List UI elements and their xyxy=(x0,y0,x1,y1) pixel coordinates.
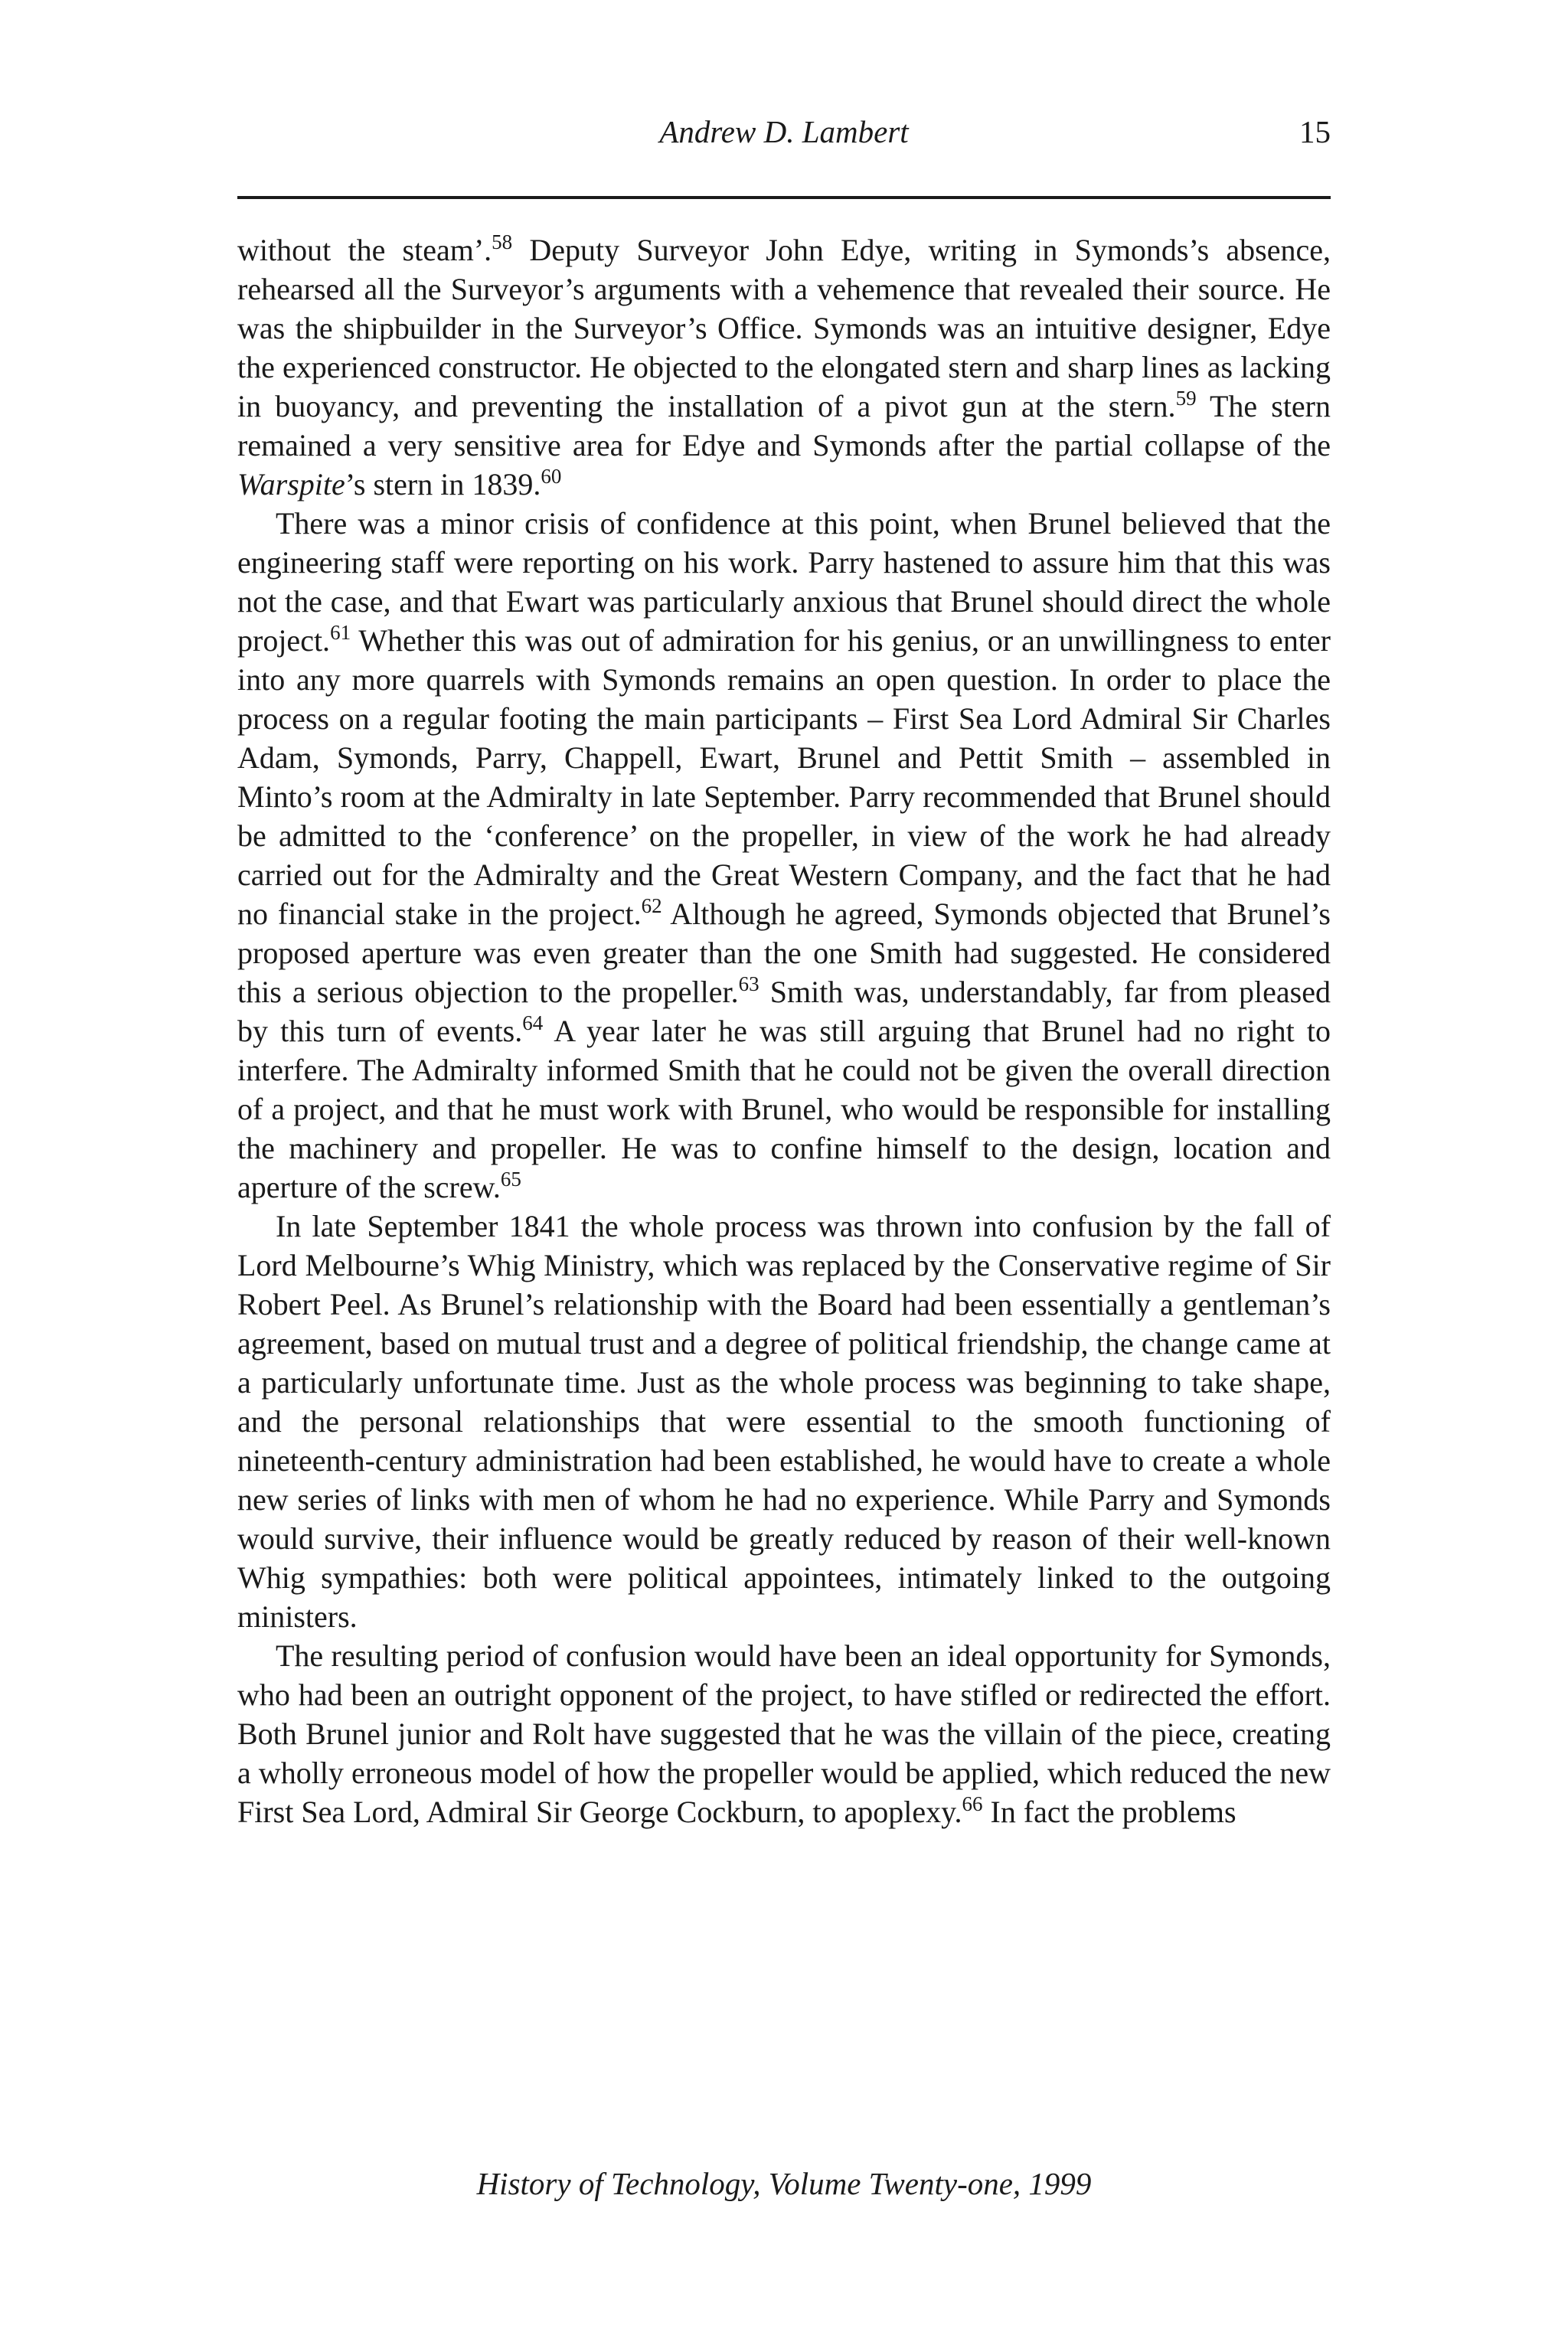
page-header xyxy=(237,113,1331,159)
text-run: Although he agreed, Symonds objected that Brunel’s proposed aperture was even greater than the one Smith had suggested. He considered this a serious objection to the propeller. xyxy=(237,897,1331,1009)
paragraph xyxy=(237,230,1331,504)
italic-title: Warspite xyxy=(237,467,345,501)
text-run: The stern remained a very sensitive area for Edye and Symonds after the partial collapse of the xyxy=(237,389,1331,462)
text-run: Smith was, understandably, far from pleased by this turn of events. xyxy=(237,975,1331,1048)
text-run: ’s stern in 1839. xyxy=(345,467,541,501)
text-run: In late September 1841 the whole process was thrown into confusion by the fall of Lord Melbourne’s Whig Ministry, which was replaced by the Conservative regime of Sir Robert Peel. As Brunel’s relationship with the Board had been essentially a gentleman’s agreement, based on mutual trust and a degree of political friendship, the change came at a particularly unfortunate time. Just as the whole process was beginning to take shape, and the personal relationships that were essential to the smooth functioning of nineteenth-century administration had been established, he would have to create a whole new series of links with men of whom he had no experience. While Parry and Symonds would survive, their influence would be greatly reduced by reason of their well-known Whig sympathies: both were political appointees, intimately linked to the outgoing ministers. xyxy=(237,1209,1331,1634)
footnote-ref: 64 xyxy=(522,1011,544,1034)
footnote-ref: 61 xyxy=(330,621,351,644)
running-head: Andrew D. Lambert xyxy=(659,114,909,149)
paragraph xyxy=(237,504,1331,1207)
text-run: There was a minor crisis of confidence at this point, when Brunel believed that the engineering staff were reporting on his work. Parry hastened to assure him that this was not the case, and that Ewart was particularly anxious that Brunel should direct the whole project. xyxy=(237,506,1331,658)
page-footer: History of Technology, Volume Twenty-one, 1999 xyxy=(476,2166,1092,2201)
text-run: The resulting period of confusion would have been an ideal opportunity for Symonds, who had been an outright opponent of the project, to have stifled or redirected the effort. Both Brunel junior and Rolt have suggested that he was the villain of the piece, creating a wholly erroneous model of how the propeller would be applied, which reduced the new First Sea Lord, Admiral Sir George Cockburn, to apoplexy. xyxy=(237,1638,1331,1829)
text-run: A year later he was still arguing that Brunel had no right to interfere. The Admiralty informed Smith that he could not be given the overall direction of a project, and that he must work with Brunel, who would be responsible for installing the machinery and propeller. He was to confine himself to the design, location and aperture of the screw. xyxy=(237,1014,1331,1204)
footnote-ref: 60 xyxy=(541,465,562,488)
footnote-ref: 63 xyxy=(738,972,760,995)
paragraph xyxy=(237,1636,1331,1831)
text-run: without the steam’. xyxy=(237,233,492,267)
footnote-ref: 66 xyxy=(962,1792,983,1815)
text-run: Whether this was out of admiration for his genius, or an unwillingness to enter into any more quarrels with Symonds remains an open question. In order to place the process on a regular footing the main participants – First Sea Lord Admiral Sir Charles Adam, Symonds, Parry, Chappell, Ewart, Brunel and Pettit Smith – assembled in Minto’s room at the Admiralty in late September. Parry recommended that Brunel should be admitted to the ‘conference’ on the propeller, in view of the work he had already carried out for the Admiralty and the Great Western Company, and the fact that he had no financial stake in the project. xyxy=(237,623,1331,931)
page-number: 15 xyxy=(1299,114,1331,149)
body-text xyxy=(237,230,1331,1831)
text-run: Deputy Surveyor John Edye, writing in Symonds’s absence, rehearsed all the Surveyor’s arguments with a vehemence that revealed their source. He was the shipbuilder in the Surveyor’s Office. Symonds was an intuitive designer, Edye the experienced constructor. He objected to the elongated stern and sharp lines as lacking in buoyancy, and preventing the installation of a pivot gun at the stern. xyxy=(237,233,1331,423)
header-rule xyxy=(237,196,1331,199)
paragraph xyxy=(237,1207,1331,1636)
footnote-ref: 62 xyxy=(641,894,662,917)
footnote-ref: 58 xyxy=(492,230,513,253)
footnote-ref: 65 xyxy=(500,1168,521,1191)
footnote-ref: 59 xyxy=(1175,387,1197,410)
text-run: In fact the problems xyxy=(982,1795,1236,1829)
